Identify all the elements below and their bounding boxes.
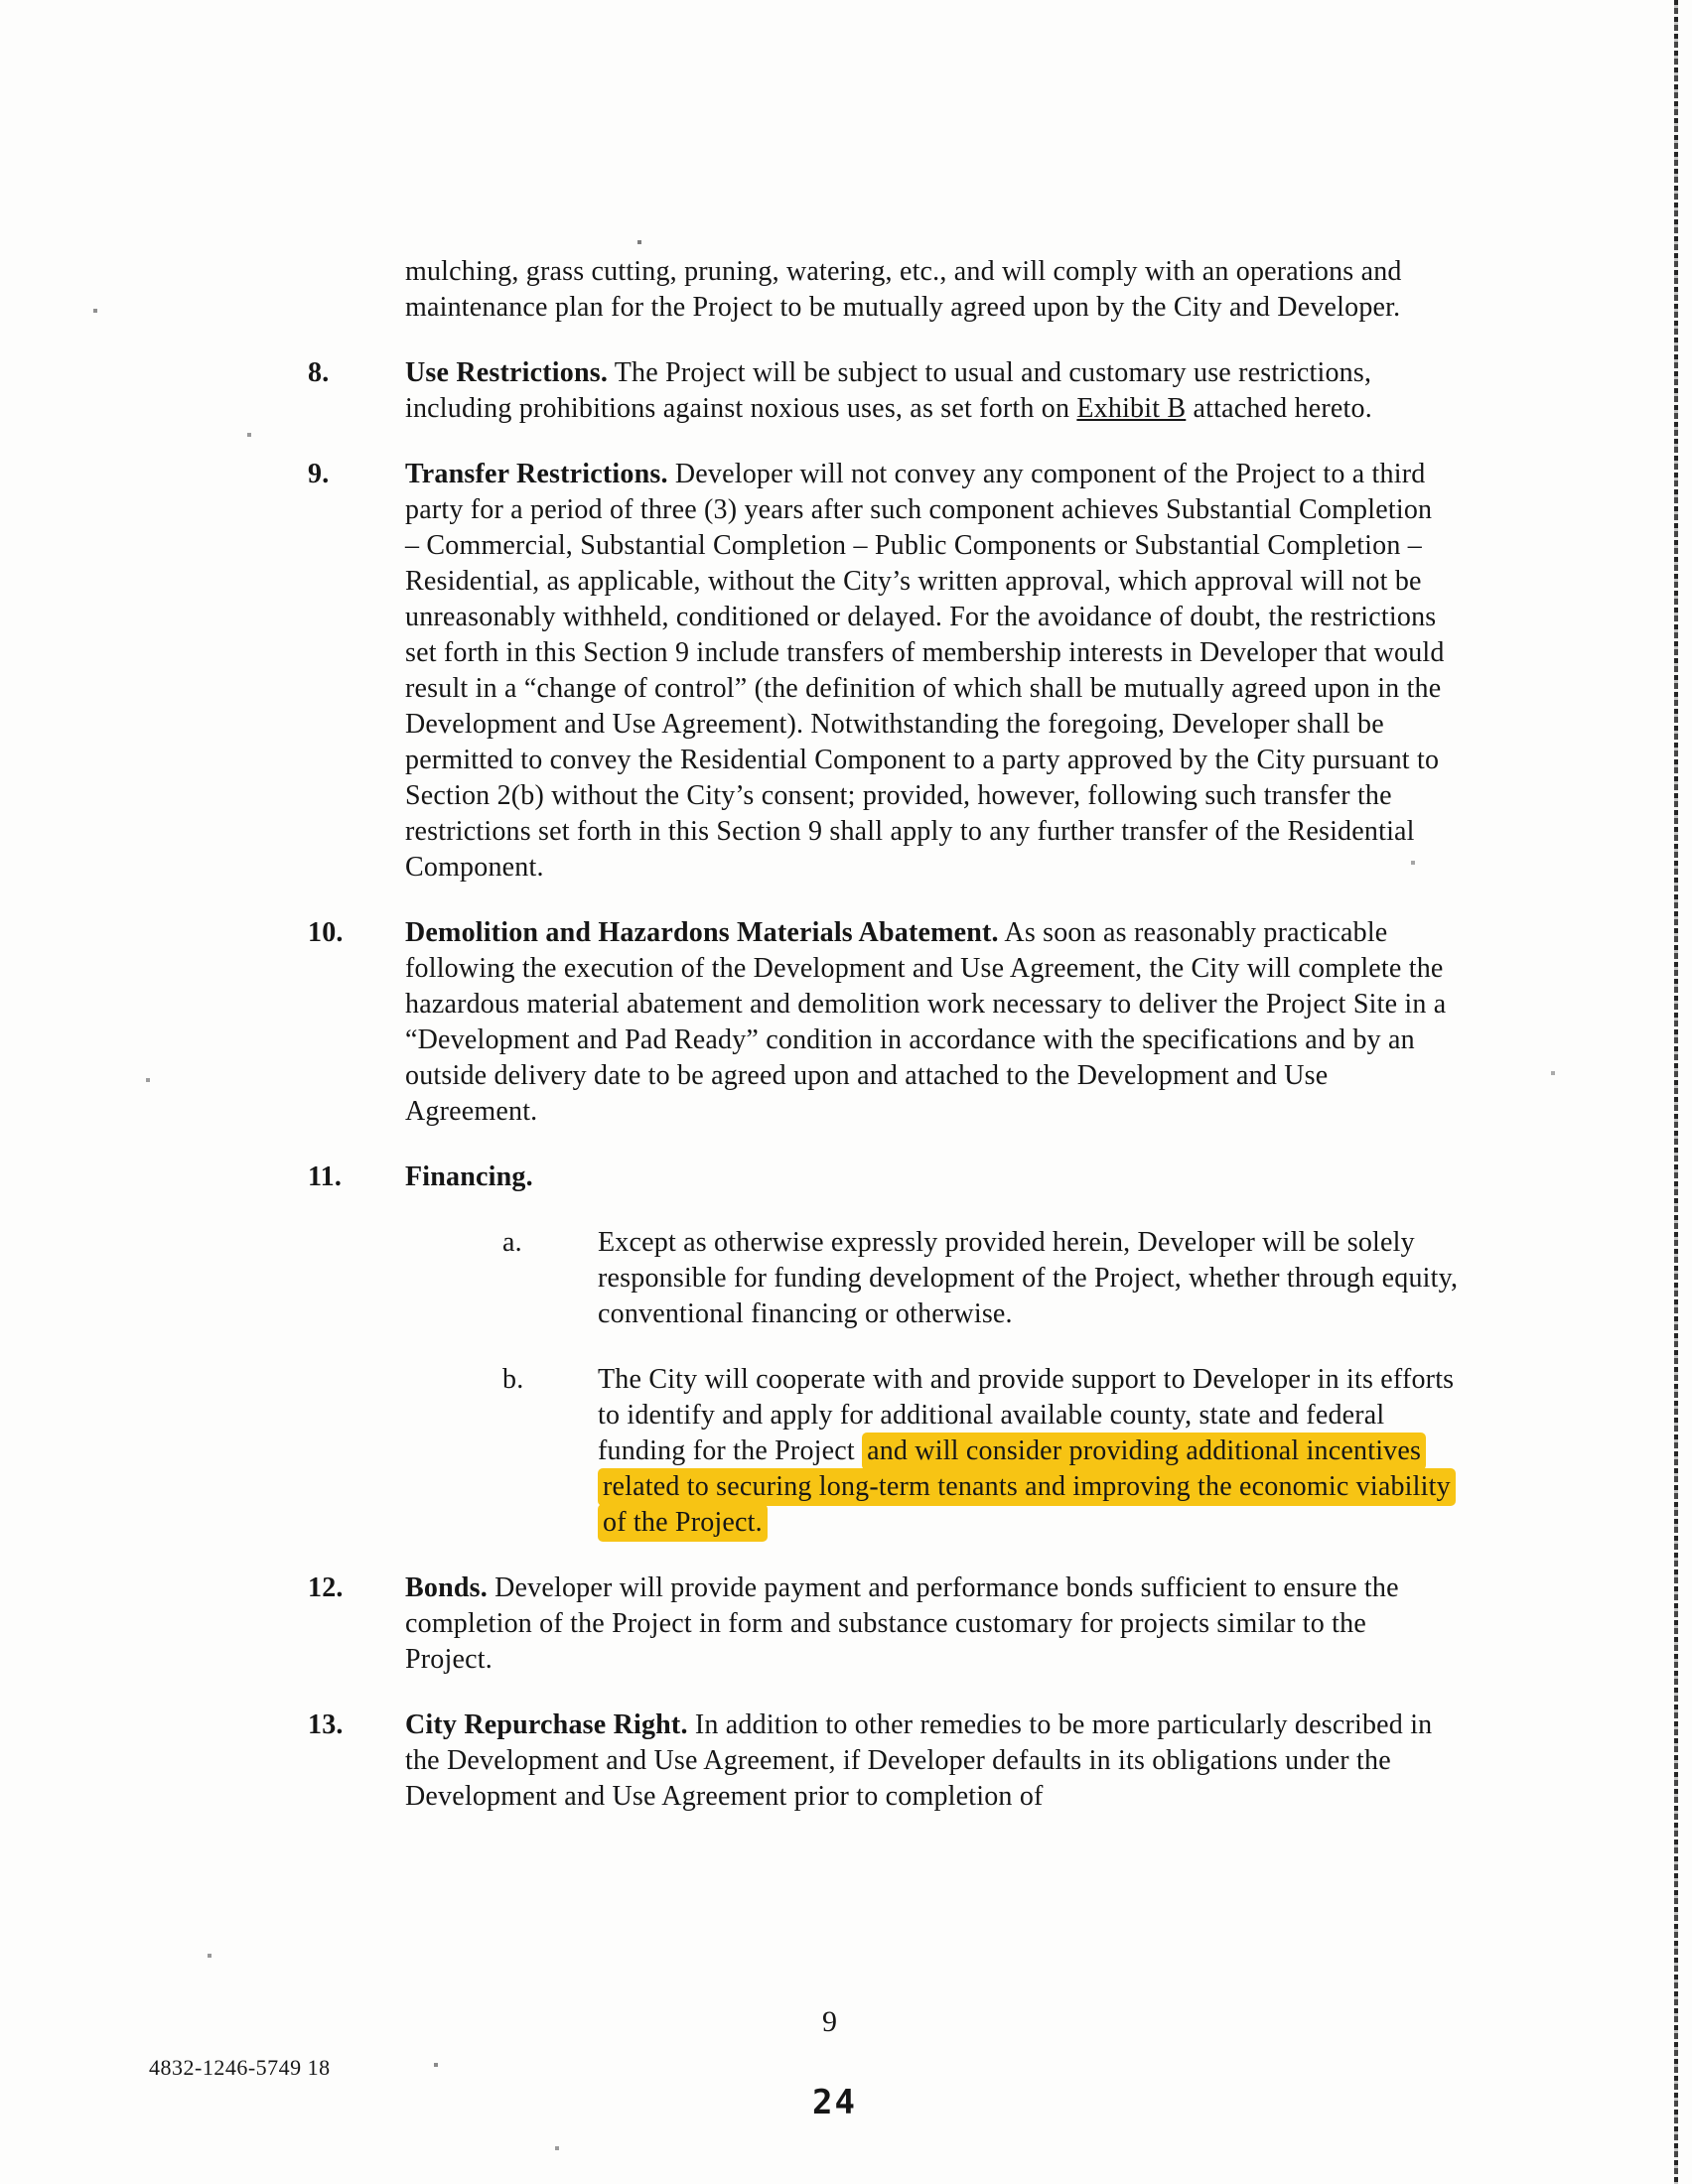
subsection-label: a. bbox=[502, 1227, 522, 1258]
scan-artifact-line bbox=[1674, 0, 1678, 2184]
section-number: 13. bbox=[308, 1709, 344, 1740]
subsection-text: Except as otherwise expressly provided herein, Developer will be solely responsible for funding development of the Project, whether through equity, conventional financing or otherwise. bbox=[598, 1227, 1459, 1329]
section-13-city-repurchase-right bbox=[308, 1707, 1445, 1815]
section-text bbox=[405, 1160, 1448, 1195]
section-body: As soon as reasonably practicable following the execution of the Development and Use Agreement, the City will complete the hazardous material abatement and demolition work necessary to deliver the Project Site in a “Development and Pad Ready” condition in accordance with the specifications and by an outside delivery date to be agreed upon and attached to the Development and Use Agreement. bbox=[405, 917, 1447, 1127]
section-body: Developer will not convey any component of the Project to a third party for a period of three (3) years after such component achieves Substantial Completion – Commercial, Substantial Completion – Public Components or Substantial Completion – Residential, as applicable, without the City’s written approval, which approval will not be unreasonably withheld, conditioned or delayed. For the avoidance of doubt, the restrictions set forth in this Section 9 include transfers of membership interests in Developer that would result in a “change of control” (the definition of which shall be mutually agreed upon in the Development and Use Agreement). Notwithstanding the foregoing, Developer shall be permitted to convey the Residential Component to a party approved by the City pursuant to Section 2(b) without the City’s consent; provided, however, following such transfer the restrictions set forth in this Section 9 shall apply to any further transfer of the Residential Component. bbox=[405, 459, 1445, 883]
section-number: 8. bbox=[308, 357, 330, 388]
section-title: Demolition and Hazardons Materials Abatement. bbox=[405, 917, 999, 948]
section-text bbox=[405, 457, 1448, 886]
subsection-11a bbox=[405, 1225, 1459, 1332]
exhibit-b-reference: Exhibit B bbox=[1076, 393, 1187, 424]
subsection-label: b. bbox=[502, 1364, 524, 1395]
bates-stamp-number: 24 bbox=[812, 2083, 857, 2122]
section-number: 10. bbox=[308, 917, 344, 948]
section-number: 11. bbox=[308, 1161, 343, 1192]
section-title: Bonds. bbox=[405, 1572, 488, 1603]
highlighted-text: and will consider providing additional incentives related to securing long-term tenants and improving the economic viability of the Project. bbox=[598, 1433, 1456, 1542]
document-content bbox=[308, 254, 1459, 1844]
document-control-number: 4832-1246-5749 18 bbox=[149, 2055, 331, 2080]
section-8-use-restrictions bbox=[308, 355, 1445, 427]
section-9-transfer-restrictions bbox=[308, 457, 1445, 886]
page-number: 9 bbox=[822, 2005, 837, 2038]
section-title: City Repurchase Right. bbox=[405, 1709, 688, 1740]
subsection-text bbox=[598, 1362, 1464, 1541]
section-text bbox=[405, 355, 1448, 427]
section-title: Transfer Restrictions. bbox=[405, 459, 668, 489]
section-number: 9. bbox=[308, 459, 330, 489]
section-title: Use Restrictions. bbox=[405, 357, 609, 388]
section-body: The Project will be subject to usual and customary use restrictions, including prohibitions against noxious uses, as set forth on bbox=[405, 357, 1372, 424]
section-text bbox=[405, 1707, 1448, 1815]
section-body: Developer will provide payment and performance bonds sufficient to ensure the completion of the Project in form and substance customary for projects similar to the Project. bbox=[405, 1572, 1399, 1675]
subsection-body: The City will cooperate with and provide support to Developer in its efforts to identify and apply for additional available county, state and federal funding for the Project bbox=[598, 1364, 1455, 1466]
photocopy-speckles bbox=[0, 0, 2, 2]
section-number: 12. bbox=[308, 1572, 344, 1603]
subsection-11b bbox=[405, 1362, 1455, 1541]
section-body: In addition to other remedies to be more particularly described in the Development and Use Agreement, if Developer defaults in its obligations under the Development and Use Agreement prior to completion of bbox=[405, 1709, 1433, 1812]
section-12-bonds bbox=[308, 1570, 1445, 1678]
section-10-demolition-abatement bbox=[308, 915, 1445, 1130]
section-body-after: attached hereto. bbox=[1186, 393, 1372, 424]
section-11-financing bbox=[308, 1160, 1459, 1541]
paragraph-continuation: mulching, grass cutting, pruning, watering, etc., and will comply with an operations and maintenance plan for the Project to be mutually agreed upon by the City and Developer. bbox=[405, 256, 1402, 323]
section-text bbox=[405, 915, 1448, 1130]
section-text bbox=[405, 1570, 1448, 1678]
section-title: Financing. bbox=[405, 1161, 533, 1192]
